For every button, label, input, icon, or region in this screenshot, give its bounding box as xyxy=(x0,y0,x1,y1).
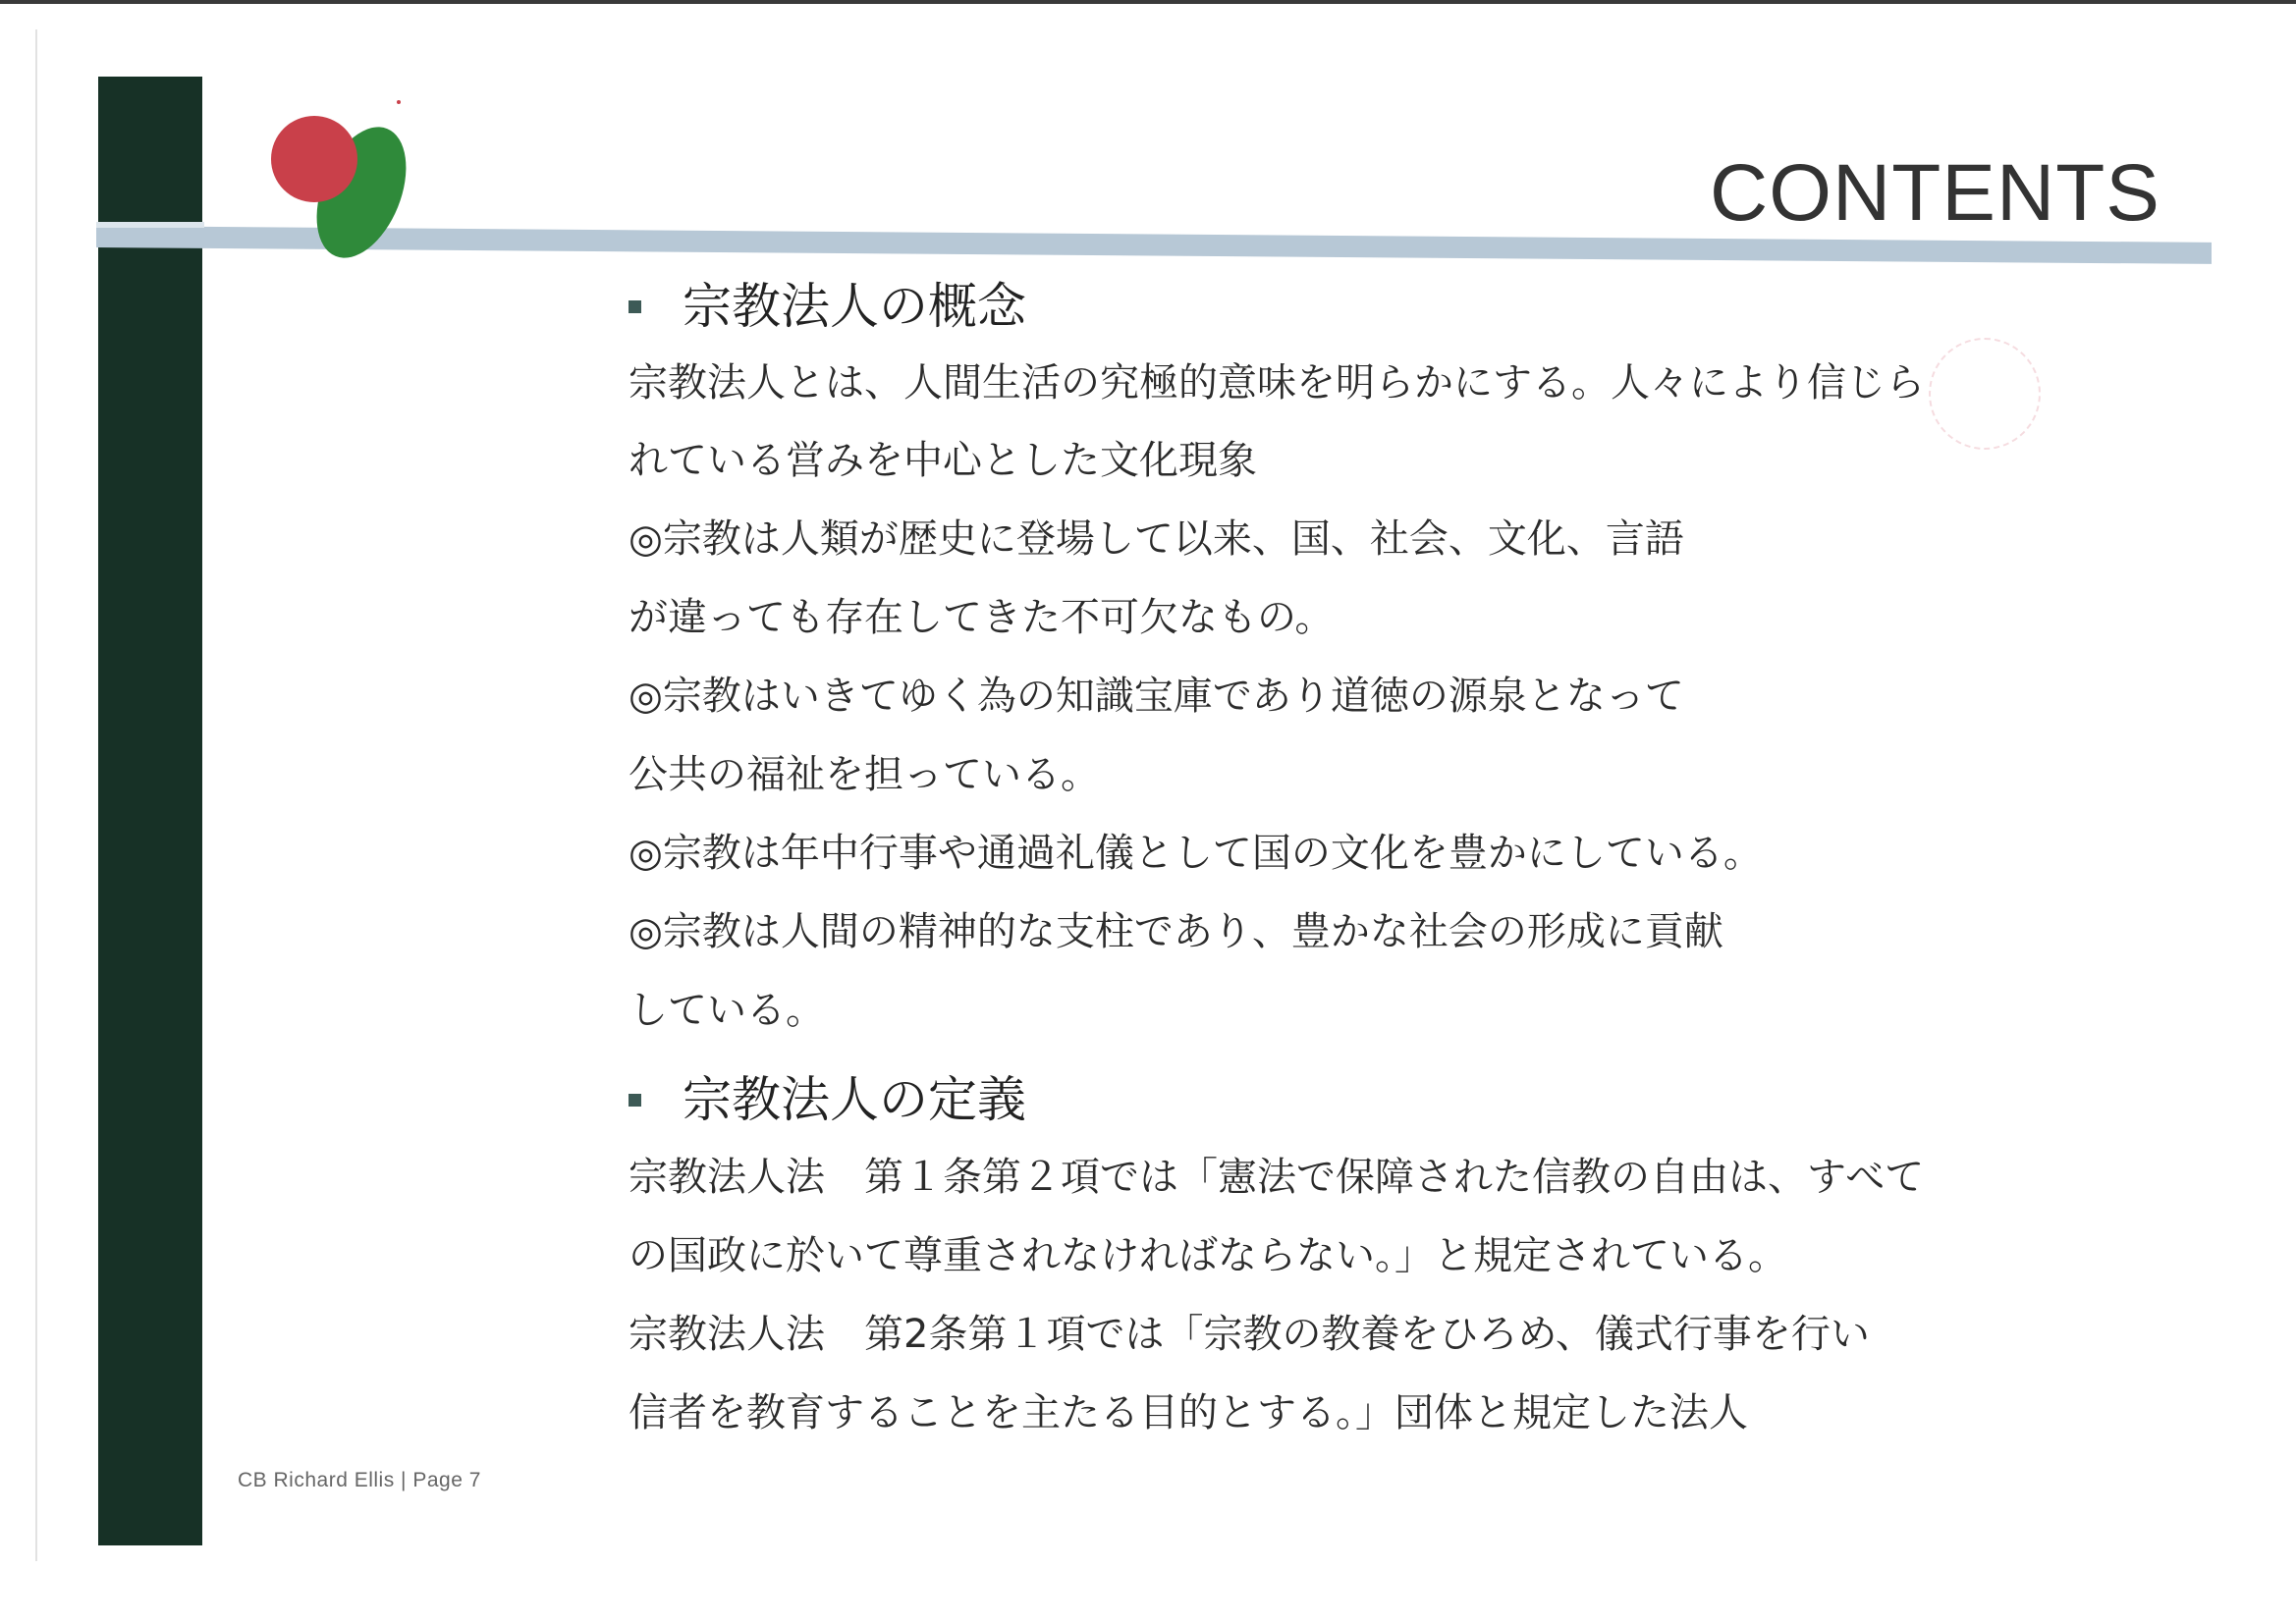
page-left-rule xyxy=(35,29,37,1561)
sidebar-bar xyxy=(98,77,202,1545)
section-heading-text: 宗教法人の定義 xyxy=(683,1071,1026,1128)
paragraph-line: ◎宗教はいきてゆく為の知識宝庫であり道徳の源泉となって xyxy=(629,674,1684,719)
square-bullet-icon xyxy=(629,1094,641,1107)
paragraph-line: している。 xyxy=(629,988,825,1033)
page-footer: CB Richard Ellis | Page 7 xyxy=(238,1469,481,1491)
section-heading xyxy=(629,1068,2141,1131)
slide-content xyxy=(629,275,2141,1461)
paragraph-line: 宗教法人とは、人間生活の究極的意味を明らかにする。人々により信じら xyxy=(629,360,1925,406)
paragraph-line: 信者を教育することを主たる目的とする。」団体と規定した法人 xyxy=(629,1390,1748,1435)
header-band-highlight xyxy=(96,222,204,228)
paragraph-line: 宗教法人法 第2条第１項では「宗教の教養をひろめ、儀式行事を行い xyxy=(629,1312,1870,1357)
section-definition xyxy=(629,1068,2141,1443)
paragraph-line: が違っても存在してきた不可欠なもの。 xyxy=(629,595,1335,640)
red-green-circles-logo-icon xyxy=(265,98,422,285)
paragraph-line: 公共の福祉を担っている。 xyxy=(629,752,1100,797)
paragraph-line: ◎宗教は人類が歴史に登場して以来、国、社会、文化、言語 xyxy=(629,516,1684,562)
paragraph-line: れている営みを中心とした文化現象 xyxy=(629,438,1257,483)
paragraph-line: ◎宗教は年中行事や通過礼儀として国の文化を豊かにしている。 xyxy=(629,831,1763,876)
section-heading xyxy=(629,275,2141,338)
paragraph-line: ◎宗教は人間の精神的な支柱であり、豊かな社会の形成に貢献 xyxy=(629,909,1723,954)
page-title: CONTENTS xyxy=(1710,148,2160,238)
square-bullet-icon xyxy=(629,300,641,313)
section-concept xyxy=(629,275,2141,1041)
section-heading-text: 宗教法人の概念 xyxy=(683,278,1026,335)
paragraph-line: 宗教法人法 第１条第２項では「憲法で保障された信教の自由は、すべて xyxy=(629,1155,1925,1200)
paragraph-line: の国政に於いて尊重されなければならない。」と規定されている。 xyxy=(629,1233,1787,1278)
page-top-border xyxy=(0,0,2296,4)
